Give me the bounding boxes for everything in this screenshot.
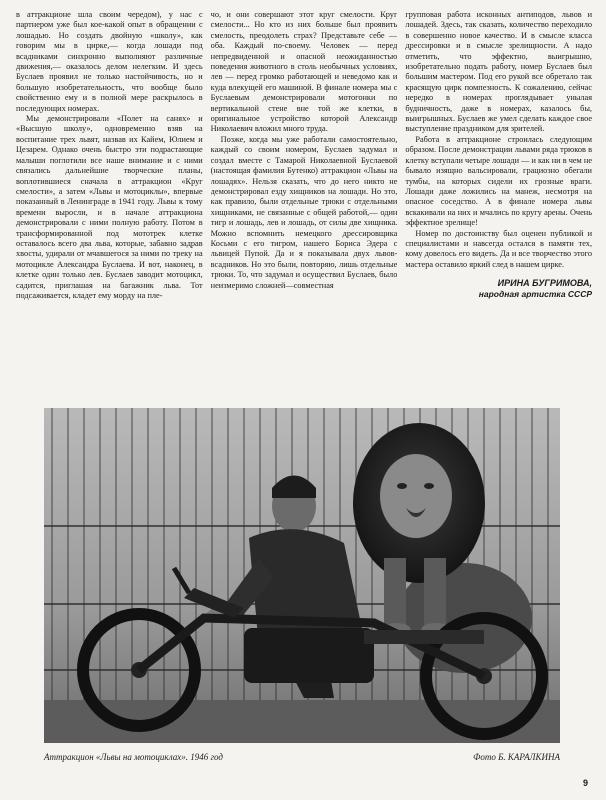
- paragraph: чо, и они совершают этот круг смелости. Круг смелости... Но кто из них больше был проявить смелость, преодолеть страх? Представьте себе — оба. Каждый по-своему. Человек — перед непредвиденной и опасной неожиданностью поведения животного в столь необычных условиях, лев — перед громко работающей и неведомо как и куда влекущей его машиной. В финале номера мы с Буслаевым демонстрировали мотогонки по вертикальной стене вне той же клетки, в оригинальное устройство которой Александр Николаевич вложил много труда.: [210, 10, 398, 134]
- author-title: народная артистка СССР: [478, 289, 593, 300]
- photo-credit: Фото Б. КАРАЛКИНА: [473, 752, 560, 762]
- author-signature: [405, 278, 592, 300]
- column-2: [211, 10, 398, 400]
- photo-caption: Аттракцион «Львы на мотоциклах». 1946 год: [44, 752, 223, 762]
- article-columns: [16, 10, 592, 400]
- photo-illustration: [44, 408, 560, 743]
- page-number: 9: [582, 778, 588, 788]
- column-1: [16, 10, 203, 400]
- column-3: [405, 10, 592, 400]
- paragraph: Мы демонстрировали «Полет на санях» и «Высшую школу», одновременно взяв на воспитание трех львят, назвав их Кайем, Юлием и Цезарем. Однако очень быстро эти подрастающие малыши поглотили все наше внимание и с ними связались дальнейшие творческие планы, воплотившиеся сначала в аттракцион «Круг смелости», а затем «Львы и мотоциклы», впервые показанный в Ленинграде в 1941 году. Львы к тому времени выросли, и в начале аттракциона демонстрировали с ними полную работу. Потом в трансформированной под мототрек клетке оставалось всего два льва, которые, забавно задрав хвосты, удирали от мчавшегося за ними по треку на мотоцикле Александра Буслаева. И вот, наконец, в клетке один только лев. Буслаев заводит мотоцикл, садится, приглашая на багажник льва. Тот подсаживается, кладет ему морду на пле-: [16, 114, 203, 300]
- photo-caption-bar: [44, 752, 560, 762]
- paragraph: Номер по достоинству был оценен публикой и специалистами и навсегда остался в памяти тех, кому довелось его видеть. Да и все творчество этого мастера оставило яркий след в нашем цирке.: [405, 228, 593, 269]
- paragraph: групповая работа исконных антиподов, львов и лошадей. Здесь, так сказать, количество переходило в совершенно новое качество. И в смысле класса дрессировки и в смысле зрелищности. А надо отметить, что эффектно, выигрышно, изобретательно подать работу, номер Буслаев был большим мастером. Под его рукой все обретало так красящую цирк помпезность. К сожалению, сейчас нередко в номерах проглядывает унылая будничность, даже в номерах, казалось бы, выигрышных. Буслаев же умел сделать каждое свое выступление праздником для зрителей.: [405, 10, 593, 134]
- paragraph: Позже, когда мы уже работали самостоятельно, каждый со своим номером, Буслаев задумал и создал вместе с Тамарой Николаевной Буслаевой (настоящая фамилия Бутенко) аттракцион «Львы на лошадях». Нельзя сказать, что до него никто не демонстрировал езду хищников на лошади. Но это, как правило, были отдельные трюки с отдельными хищниками, не связанные с общей работой,— один тигр и лошадь, лев и лошадь, от силы две хищника. Можно вспомнить немецкого дрессировщика Косьми с его тигром, нашего Бориса Эдера с львицей Пупой. Да и я показывала двух львов-всадников. Но это были, повторяю, лишь отдельные трюки. То, что задумал и осуществил Буслаев, было неизмеримо сложней—совместная: [210, 134, 398, 290]
- author-name: ИРИНА БУГРИМОВА,: [497, 278, 593, 289]
- paragraph: Работа в аттракционе строилась следующим образом. После демонстрации львами ряда трюков в клетку вступали четыре лошади — и как ни в чем не бывало изящно вальсировали, грациозно обегали тумбы, на которых сидели их грозные враги. Лошади даже ложились на манеж, несмотря на опасное соседство. А в финале номера львы вскакивали на них и мчались по кругу арены. Очень эффектное зрелище!: [405, 134, 593, 228]
- paragraph: в аттракционе шла своим чередом), у нас с партнером уже был кое-какой опыт в обращении с лошадью. Но создать двойную «школу», как говорим мы в цирке,— когда лошади под всадниками синхронно выполняют различные движения,— оказалось делом нелегким. И здесь Буслаев проявил не только настойчивость, но и большую изобретательность, что вообще было свойственно ему и в полной мере раскрылось в последующих номерах.: [16, 10, 203, 113]
- photo-lion-on-motorcycle: [44, 408, 560, 743]
